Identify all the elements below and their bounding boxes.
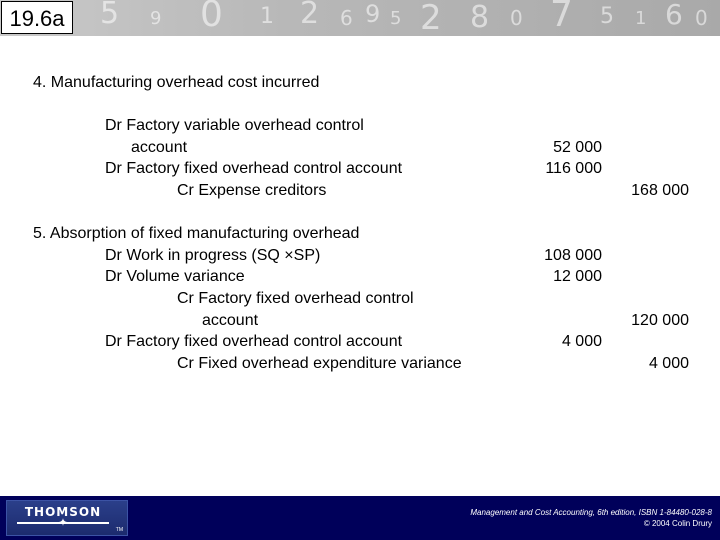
entry4-line1-label-cont: account	[131, 139, 188, 156]
entry4-heading: 4. Manufacturing overhead cost incurred	[33, 74, 320, 91]
banner-digit: 8	[470, 0, 490, 35]
trademark-mark: TM	[115, 527, 123, 533]
banner-digit: 9	[150, 8, 162, 29]
entry4-line2-label: Dr Factory fixed overhead control account	[105, 160, 403, 177]
entry5-line2-label: Dr Volume variance	[105, 268, 245, 285]
banner-digit: 5	[390, 8, 402, 29]
banner-digit: 1	[635, 8, 647, 29]
footer-bar	[0, 496, 720, 540]
slide-number: 19.6a	[1, 1, 73, 34]
banner-digits-decoration	[90, 0, 710, 36]
entry4-line1-label: Dr Factory variable overhead control	[105, 117, 364, 134]
entry5-line3-label-cont: account	[202, 312, 259, 329]
banner-digit: 7	[550, 0, 573, 35]
entry5-line1-debit: 108 000	[544, 247, 602, 264]
entry4-line3-credit: 168 000	[631, 182, 689, 199]
banner-digit: 6	[665, 0, 683, 31]
entry4-line3-label: Cr Expense creditors	[177, 182, 327, 199]
header-banner	[0, 0, 720, 36]
banner-digit: 5	[600, 4, 614, 29]
credit-line-2: © 2004 Colin Drury	[643, 519, 712, 528]
star-icon: ✦	[58, 517, 68, 529]
entry5-line4-debit: 4 000	[561, 333, 602, 350]
banner-digit: 2	[420, 0, 442, 36]
entry5-line5-credit: 4 000	[648, 355, 689, 372]
banner-digit: 2	[300, 0, 320, 31]
entry5-line2-debit: 12 000	[553, 268, 602, 285]
entry5-line4-label: Dr Factory fixed overhead control account	[105, 333, 403, 350]
banner-digit: 0	[510, 6, 523, 30]
entry4-line1-debit: 52 000	[553, 139, 602, 156]
logo-text: THOMSON	[24, 505, 102, 519]
banner-digit: 9	[365, 0, 381, 28]
banner-digit: 0	[200, 0, 223, 35]
entry5-heading: 5. Absorption of fixed manufacturing overhead	[33, 225, 360, 242]
entry5-line1-label: Dr Work in progress (SQ ×SP)	[105, 247, 321, 264]
banner-digit: 0	[695, 6, 708, 30]
thomson-logo	[6, 500, 128, 536]
entry5-line3-label: Cr Factory fixed overhead control	[177, 290, 414, 307]
banner-digit: 5	[100, 0, 120, 31]
credit-line-1: Management and Cost Accounting, 6th edition, ISBN 1-84480-028-8	[470, 508, 712, 517]
banner-digit: 1	[260, 4, 274, 29]
entry4-line2-debit: 116 000	[545, 160, 602, 177]
banner-digit: 6	[340, 6, 353, 30]
entry5-line3-credit: 120 000	[631, 312, 689, 329]
entry5-line5-label: Cr Fixed overhead expenditure variance	[177, 355, 462, 372]
